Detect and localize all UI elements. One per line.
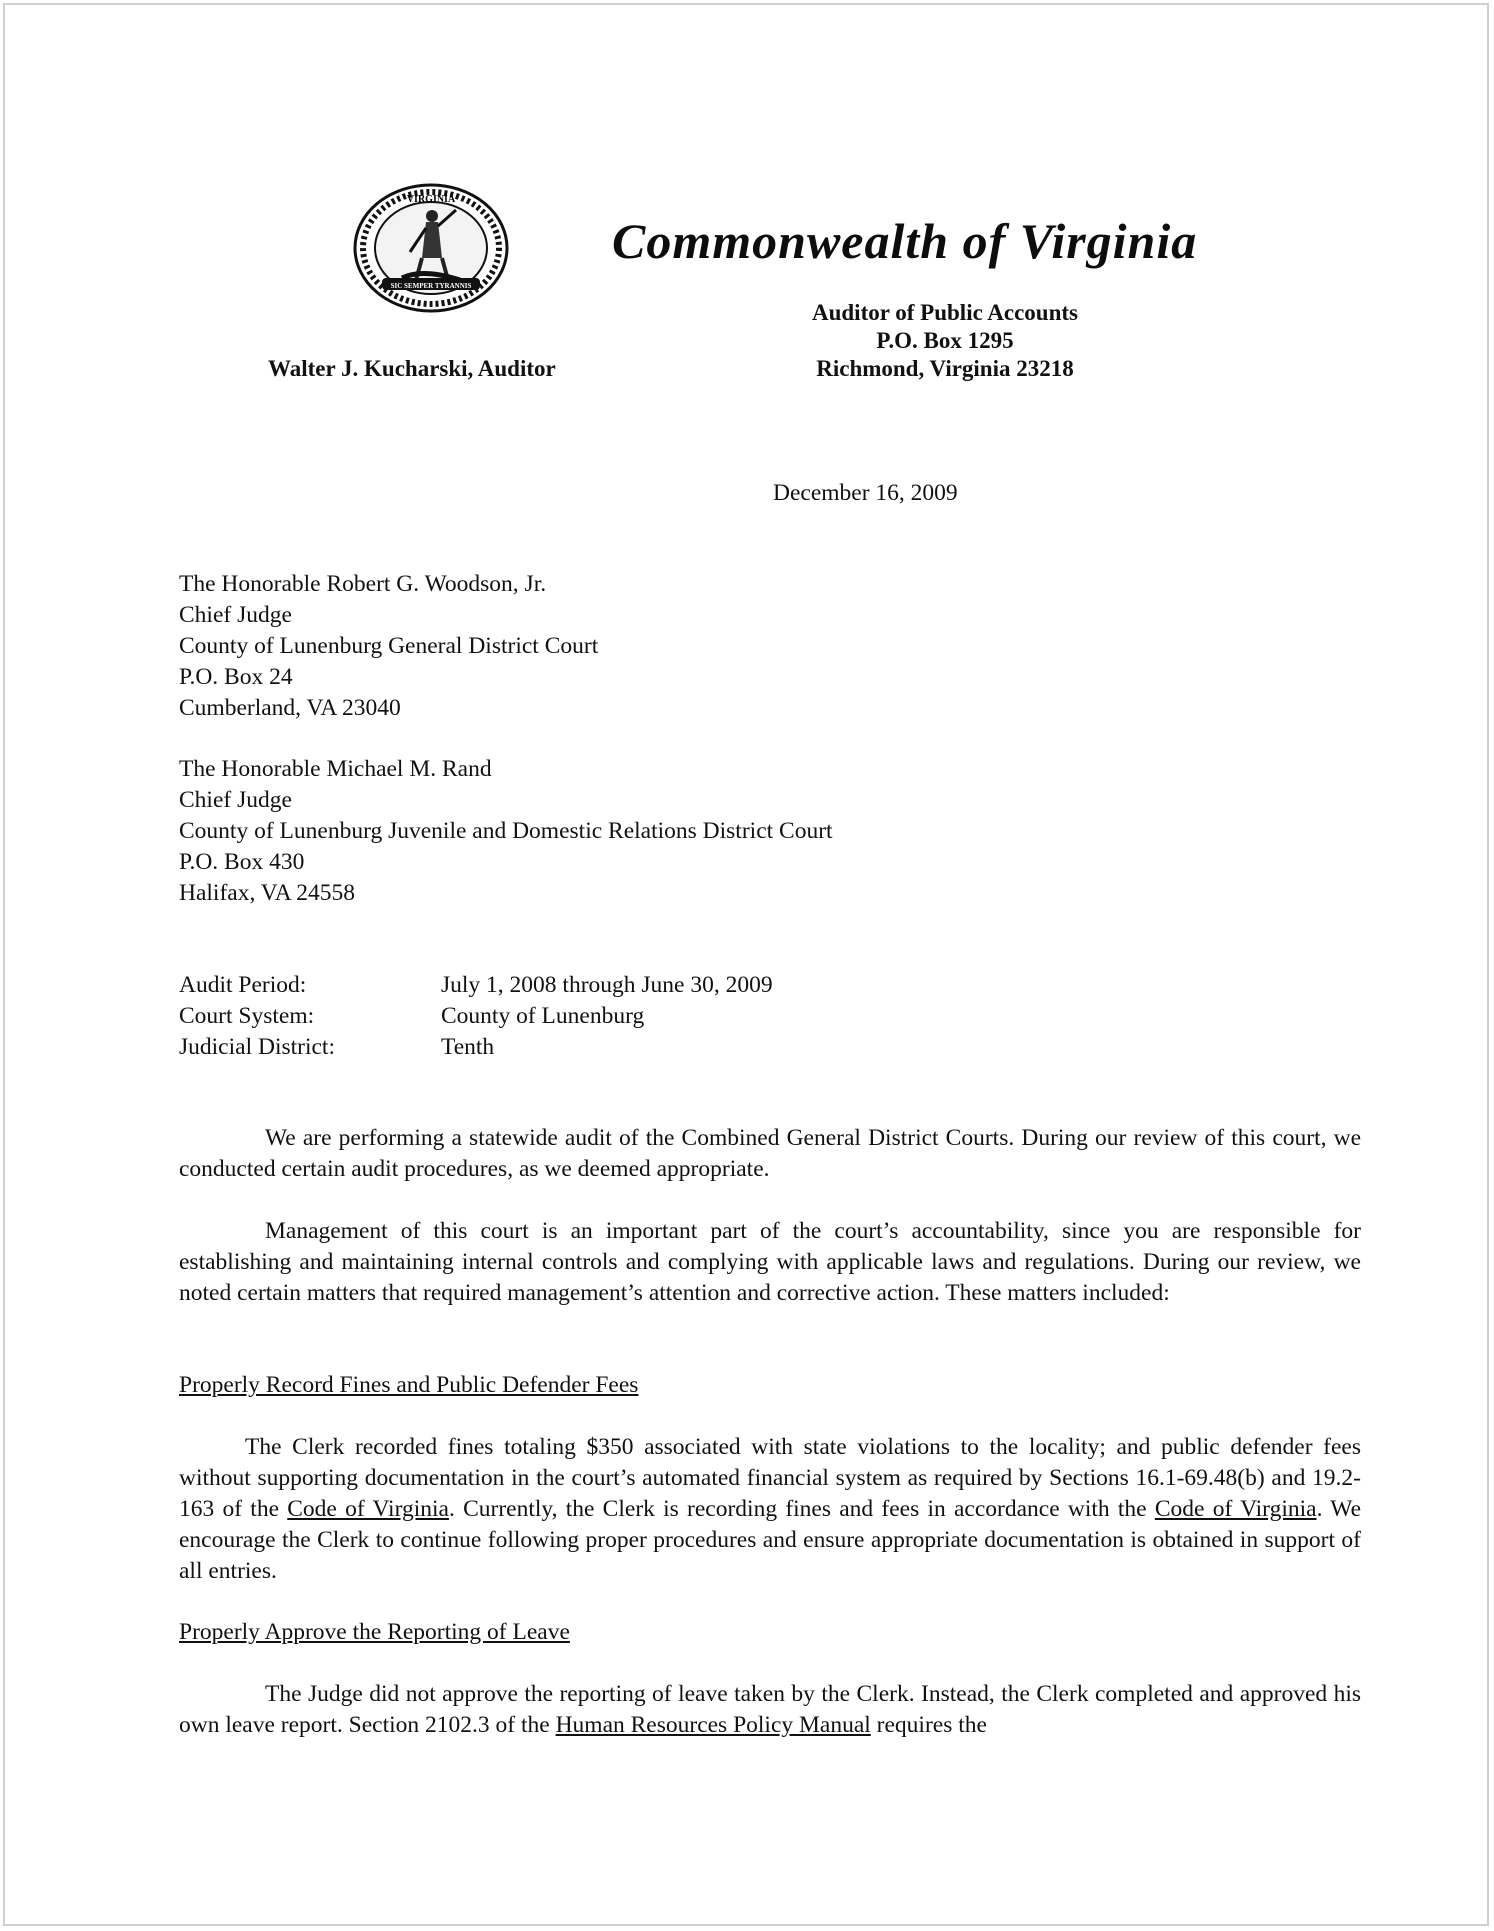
office-name: Auditor of Public Accounts	[811, 300, 1079, 325]
paragraph-intro	[179, 1123, 1361, 1185]
paragraph-fines	[179, 1432, 1361, 1587]
address-line: P.O. Box 430	[179, 849, 305, 875]
audit-info-label: Judicial District:	[179, 1034, 335, 1060]
address-line: Cumberland, VA 23040	[179, 695, 401, 721]
hr-policy-manual-reference: Human Resources Policy Manual	[555, 1712, 871, 1738]
audit-info-row	[179, 1032, 773, 1063]
auditor-name: Walter J. Kucharski, Auditor	[268, 356, 556, 381]
audit-info-row	[179, 970, 773, 1001]
letter-date: December 16, 2009	[773, 480, 958, 506]
audit-info-value: Tenth	[441, 1034, 495, 1060]
audit-info-label: Court System:	[179, 1003, 315, 1029]
audit-info-label: Audit Period:	[179, 972, 307, 998]
paragraph-text: Management of this court is an important part of the court’s accountability, since you are responsible for establishing and maintaining internal controls and complying with applicable laws and regulations. During our review, we noted certain matters that required management’s attention and corrective action. These matters included:	[179, 1218, 1361, 1306]
paragraph-text: . Currently, the Clerk is recording fines and fees in accordance with the	[448, 1496, 1155, 1522]
paragraph-text: We are performing a statewide audit of the Combined General District Courts. During our review of this court, we conducted certain audit procedures, as we deemed appropriate.	[179, 1125, 1361, 1182]
section-heading-leave: Properly Approve the Reporting of Leave	[179, 1619, 570, 1645]
audit-info-value: July 1, 2008 through June 30, 2009	[441, 972, 773, 998]
office-city: Richmond, Virginia 23218	[816, 356, 1074, 381]
paragraph-text: requires the	[870, 1712, 987, 1738]
address-line: Halifax, VA 24558	[179, 880, 356, 906]
address-line: County of Lunenburg Juvenile and Domestic Relations District Court	[179, 818, 833, 844]
address-line: Chief Judge	[179, 787, 292, 813]
office-address	[740, 299, 1150, 383]
section-heading-fines: Properly Record Fines and Public Defender Fees	[179, 1372, 639, 1398]
paragraph-management	[179, 1216, 1361, 1309]
paragraph-leave	[179, 1679, 1361, 1741]
code-of-virginia-reference: Code of Virginia	[1154, 1496, 1317, 1522]
address-line: The Honorable Michael M. Rand	[179, 756, 492, 782]
office-po-box: P.O. Box 1295	[876, 328, 1014, 353]
address-line: County of Lunenburg General District Court	[179, 633, 599, 659]
address-line: The Honorable Robert G. Woodson, Jr.	[179, 571, 547, 597]
recipient-address-1	[179, 569, 598, 724]
recipient-address-2	[179, 754, 833, 909]
address-line: P.O. Box 24	[179, 664, 293, 690]
audit-info-row	[179, 1001, 773, 1032]
paragraph-text: . We encourage the Clerk to continue following proper procedures and ensure appropriate documentation is obtained in support of all entries.	[179, 1496, 1361, 1584]
paragraph-text: The Judge did not approve the reporting of leave taken by the Clerk. Instead, the Clerk completed and approved his own leave report. Section 2102.3 of the	[179, 1681, 1361, 1738]
address-line: Chief Judge	[179, 602, 292, 628]
audit-info	[179, 970, 773, 1063]
letterhead-title: Commonwealth of Virginia	[612, 213, 1198, 269]
paragraph-text: The Clerk recorded fines totaling $350 associated with state violations to the locality; and public defender fees without supporting documentation in the court’s automated financial system as required by Sections 16.1-69.48(b) and 19.2-163 of the	[179, 1434, 1361, 1522]
seal-text-bottom: SIC SEMPER TYRANNIS	[390, 282, 472, 290]
code-of-virginia-reference: Code of Virginia	[287, 1496, 449, 1522]
audit-info-value: County of Lunenburg	[441, 1003, 645, 1029]
virginia-seal-icon	[352, 182, 510, 314]
seal-text-top: VIRGINIA	[406, 194, 456, 205]
